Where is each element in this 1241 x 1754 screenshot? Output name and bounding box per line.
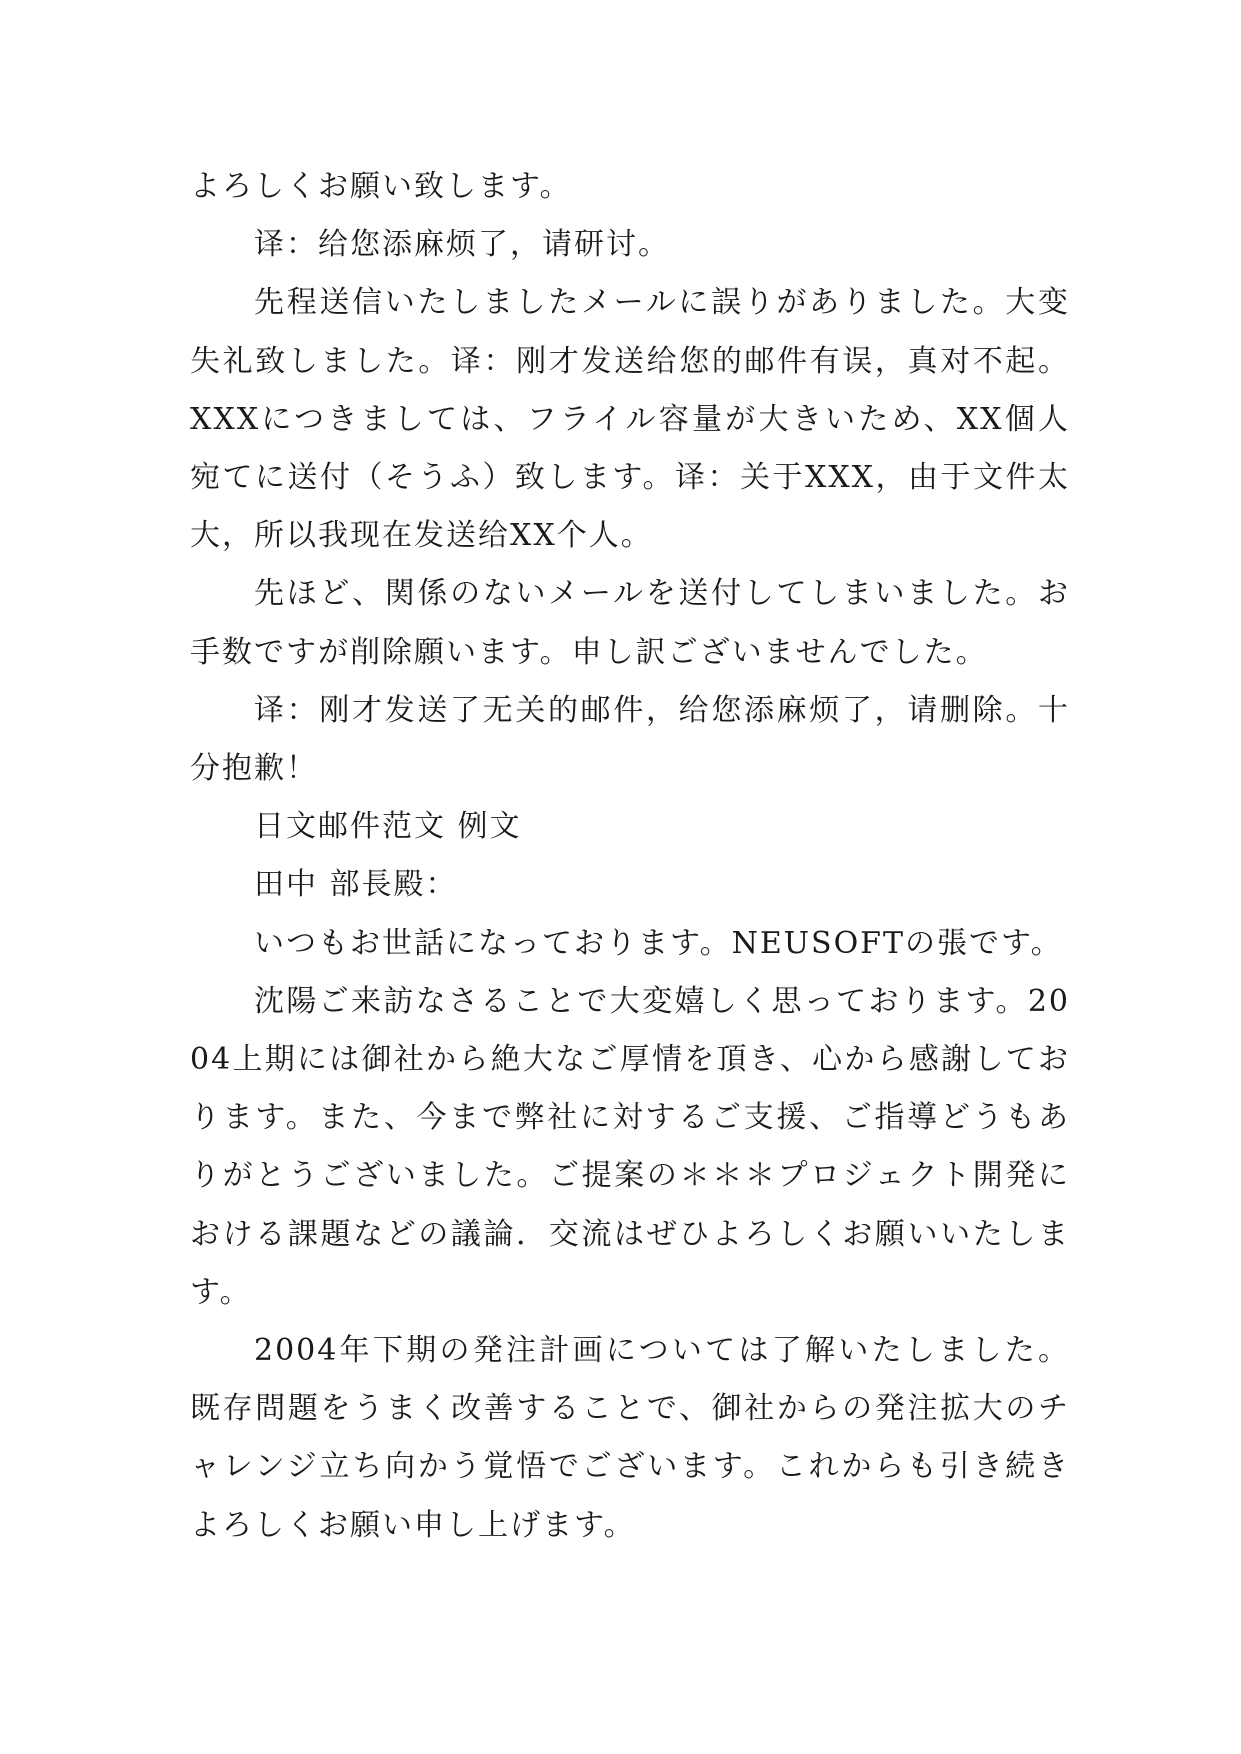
paragraph-greeting: いつもお世話になっております。NEUSOFTの張です。 xyxy=(254,925,1063,961)
paragraph-translation-1: 译：给您添麻烦了，请研讨。 xyxy=(254,227,670,263)
paragraph-example-heading: 日文邮件范文 例文 xyxy=(254,809,522,845)
paragraph-order-plan: 2004年下期の発注計画については了解いたしました。既存問題をうまく改善することで、御社からの発注拡大のチャレンジ立ち向かう覚悟でございます。これからも引き続きよろしくお願い申し上げます。 xyxy=(190,1333,1070,1543)
paragraph-email-error: 先程送信いたしましたメールに誤りがありました。大变失礼致しました。译：刚才发送给您的邮件有误，真对不起。XXXにつきましては、フライル容量が大きいため、XX個人宛てに送付（そうふ）致します。译：关于XXX，由于文件太大，所以我现在发送给XX个人。 xyxy=(190,285,1070,554)
paragraph-addressee: 田中 部長殿： xyxy=(254,867,458,903)
paragraph-visit-thanks: 沈陽ご来訪なさることで大変嬉しく思っております。2004上期には御社から絶大なご厚情を頂き、心から感謝しております。また、今まで弊社に対するご支援、ご指導どうもありがとうございました。ご提案の＊＊＊プロジェクト開発における課題などの議論．交流はぜひよろしくお願いいたします。 xyxy=(190,983,1070,1310)
document-body xyxy=(190,158,1070,1555)
paragraph-unrelated-mail: 先ほど、関係のないメールを送付してしまいました。お手数ですが削除願います。申し訳ございませんでした。 xyxy=(190,576,1070,670)
paragraph-translation-2: 译：刚才发送了无关的邮件，给您添麻烦了，请删除。十分抱歉！ xyxy=(190,692,1070,787)
paragraph-closing-request: よろしくお願い致します。 xyxy=(190,169,572,204)
